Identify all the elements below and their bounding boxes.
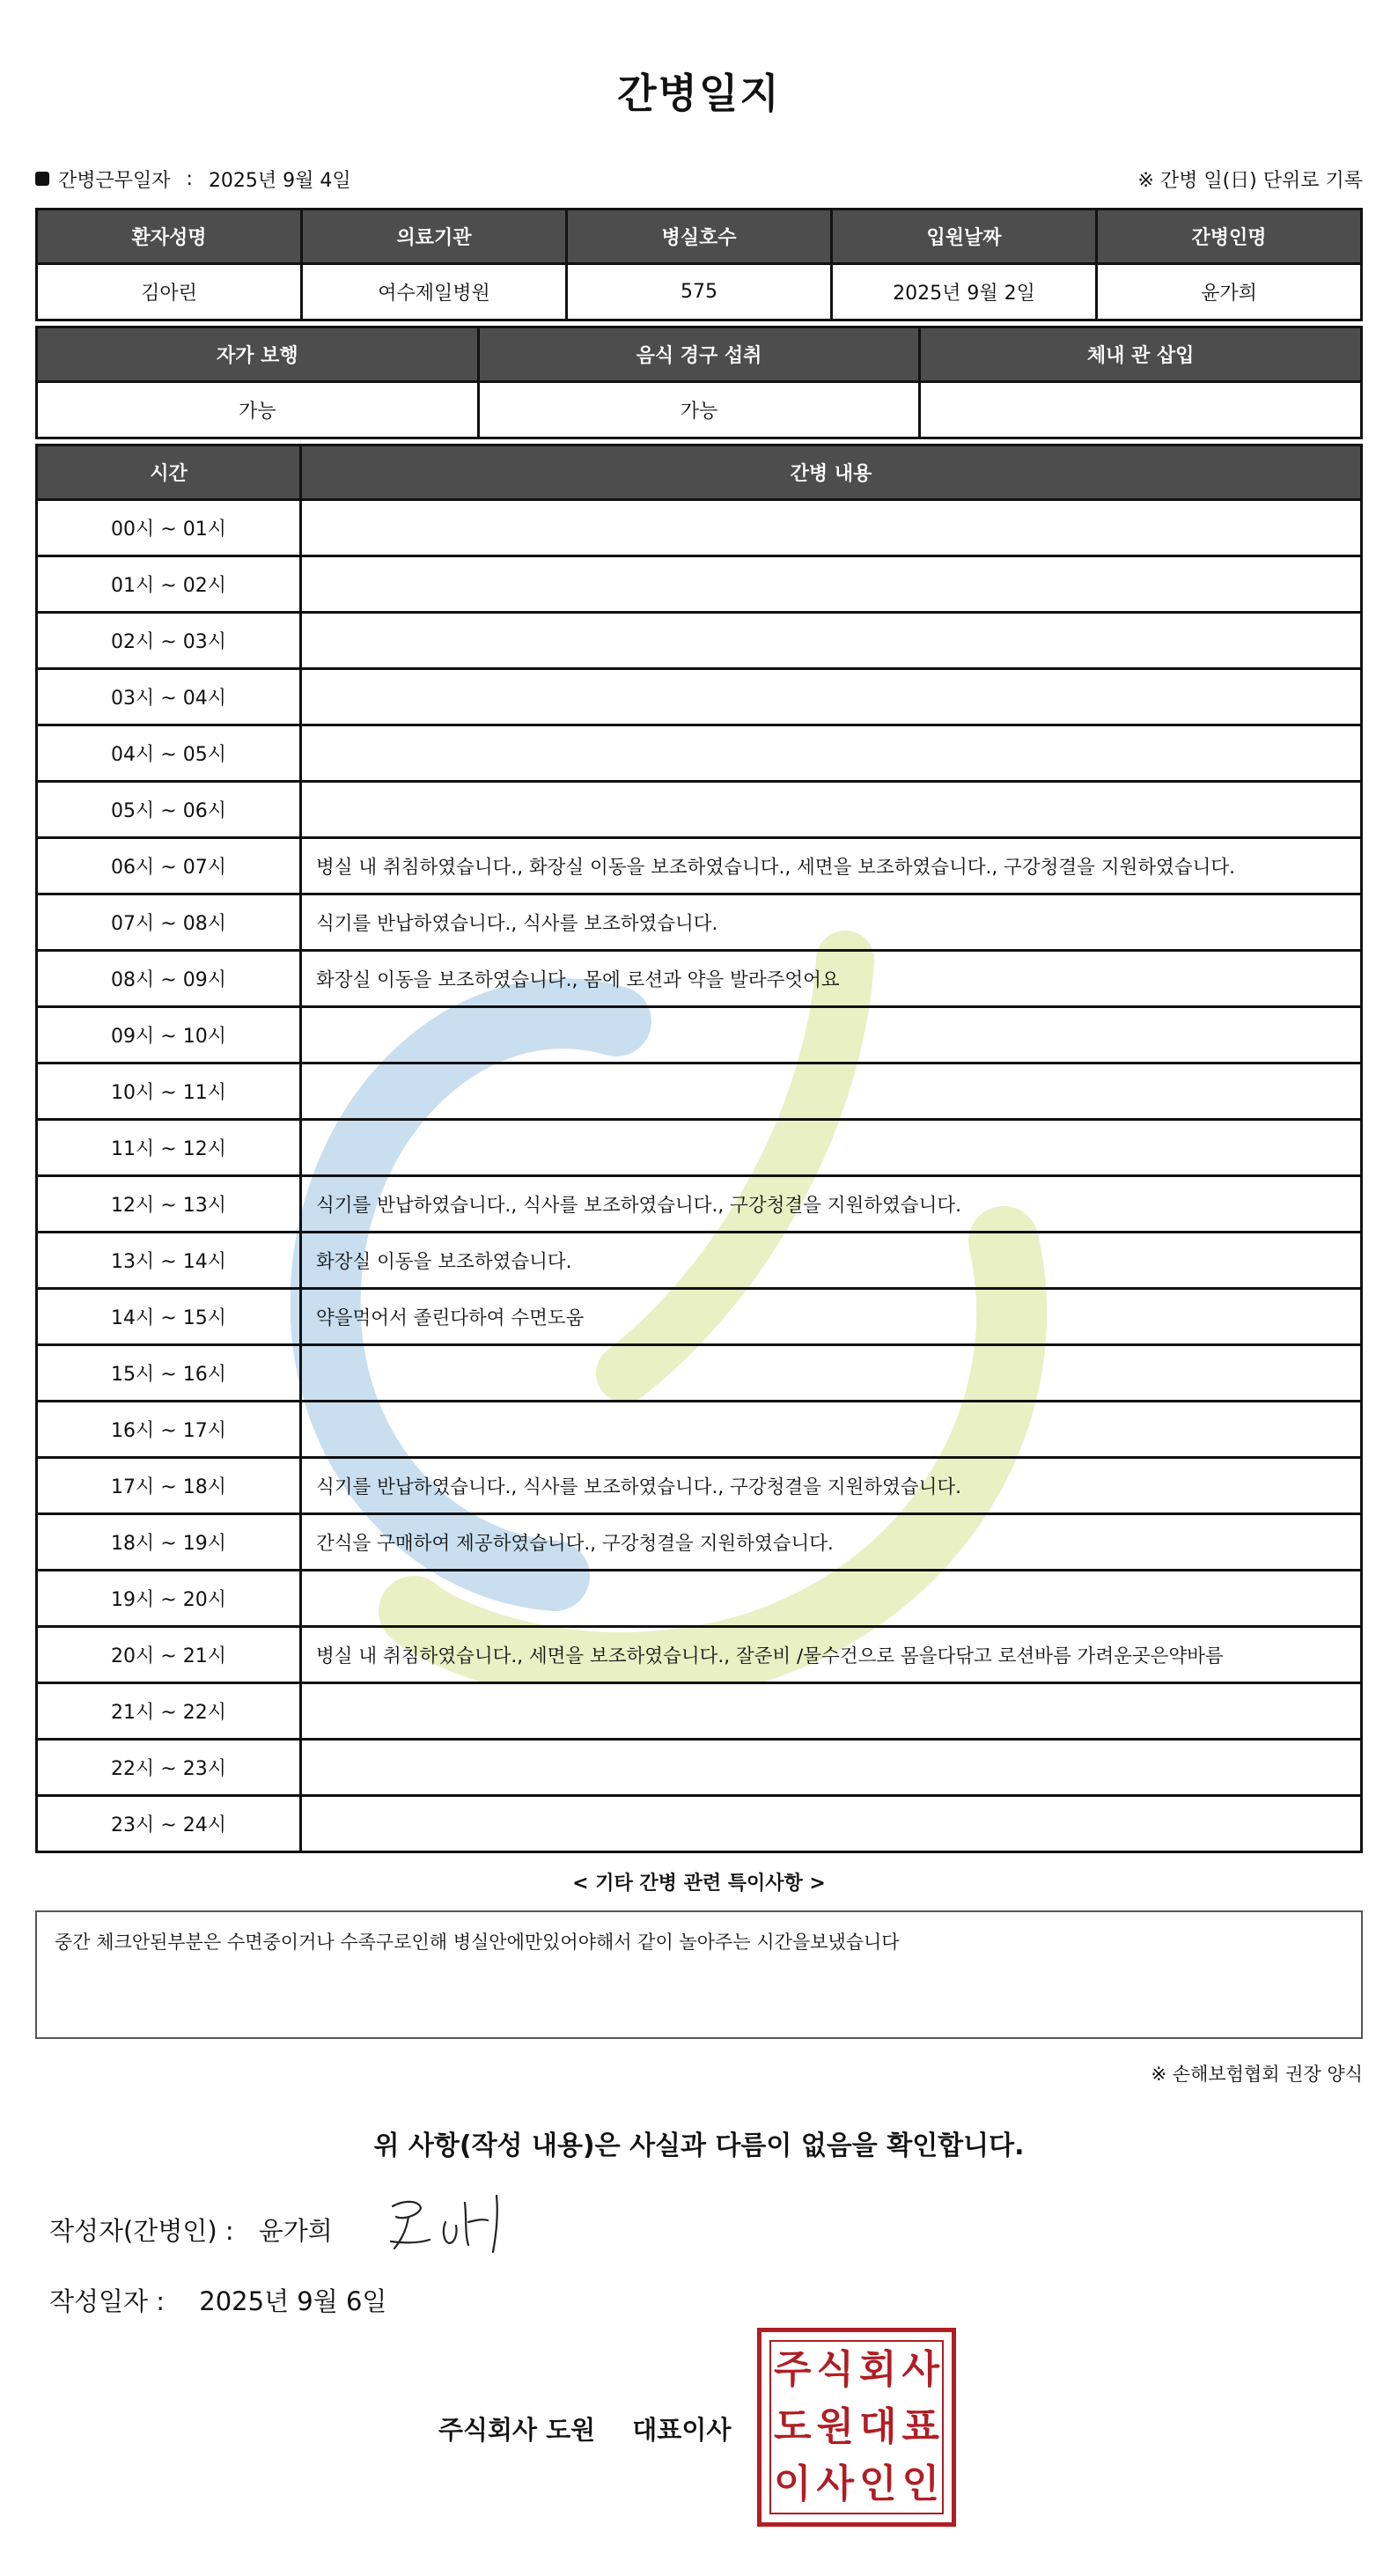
table-row (37, 1289, 1362, 1345)
patient-info-table (35, 208, 1363, 321)
time-slot: 22시 ~ 23시 (37, 1740, 301, 1796)
care-content (301, 1683, 1362, 1740)
seal-char: 사 (816, 2461, 854, 2506)
care-content (301, 1740, 1362, 1796)
table-row (37, 1120, 1362, 1176)
table-row (37, 1402, 1362, 1458)
header-admission-date: 입원날짜 (832, 210, 1097, 264)
time-slot: 18시 ~ 19시 (37, 1514, 301, 1571)
care-log-table (35, 444, 1363, 1853)
room-number: 575 (567, 264, 832, 320)
time-slot: 09시 ~ 10시 (37, 1007, 301, 1064)
care-log-body (37, 500, 1362, 1852)
table-row (37, 1571, 1362, 1627)
confirmation-statement: 위 사항(작성 내용)은 사실과 다름이 없음을 확인합니다. (373, 2131, 1025, 2161)
author-name: 윤가희 (258, 2216, 333, 2246)
table-row (37, 838, 1362, 894)
header-hospital: 의료기관 (302, 210, 567, 264)
table-row (37, 669, 1362, 725)
seal-char: 식 (816, 2347, 854, 2393)
meta-row (35, 164, 1363, 194)
care-content: 화장실 이동을 보조하였습니다., 몸에 로션과 약을 발라주엇어요 (301, 951, 1362, 1007)
company-name: 주식회사 도원 (438, 2415, 596, 2445)
time-slot: 16시 ~ 17시 (37, 1402, 301, 1458)
care-content (301, 1064, 1362, 1120)
care-content: 화장실 이동을 보조하였습니다. (301, 1233, 1362, 1289)
form-recommendation-note: ※ 손해보험협회 권장 양식 (1151, 2064, 1363, 2085)
header-oral-intake: 음식 경구 섭취 (478, 328, 920, 382)
table-row (37, 1458, 1362, 1514)
care-content: 식기를 반납하였습니다., 식사를 보조하였습니다., 구강청결을 지원하였습니다. (301, 1458, 1362, 1514)
work-date-label: 간병근무일자 (58, 169, 171, 192)
seal-char: 인 (901, 2461, 939, 2506)
care-content (301, 1120, 1362, 1176)
time-slot: 01시 ~ 02시 (37, 556, 301, 613)
header-self-walking: 자가 보행 (37, 328, 479, 382)
hospital: 여수제일병원 (302, 264, 567, 320)
document-title: 간병일지 (617, 70, 781, 117)
time-slot: 23시 ~ 24시 (37, 1796, 301, 1852)
time-slot: 14시 ~ 15시 (37, 1289, 301, 1345)
table-row (37, 725, 1362, 782)
time-slot: 20시 ~ 21시 (37, 1627, 301, 1683)
care-content (301, 1571, 1362, 1627)
care-content: 약을먹어서 졸린다하여 수면도움 (301, 1289, 1362, 1345)
care-content (301, 1796, 1362, 1852)
handwritten-signature (384, 2190, 516, 2261)
work-date (35, 166, 351, 193)
seal-char: 사 (901, 2347, 939, 2393)
header-room-number: 병실호수 (567, 210, 832, 264)
care-content (301, 669, 1362, 725)
time-slot: 13시 ~ 14시 (37, 1233, 301, 1289)
care-content (301, 782, 1362, 838)
time-slot: 00시 ~ 01시 (37, 500, 301, 556)
time-slot: 06시 ~ 07시 (37, 838, 301, 894)
admission-date: 2025년 9월 2일 (832, 264, 1097, 320)
time-slot: 08시 ~ 09시 (37, 951, 301, 1007)
company-signoff (438, 2410, 759, 2447)
table-row (37, 1233, 1362, 1289)
work-date-value: 2025년 9월 4일 (208, 169, 351, 192)
time-slot: 02시 ~ 03시 (37, 613, 301, 669)
time-slot: 11시 ~ 12시 (37, 1120, 301, 1176)
care-content (301, 1402, 1362, 1458)
written-date-label: 작성일자 : (49, 2286, 166, 2316)
table-row (37, 1064, 1362, 1120)
seal-char: 원 (816, 2403, 854, 2449)
author-label: 작성자(간병인) : (49, 2216, 234, 2246)
header-caregiver-name: 간병인명 (1097, 210, 1362, 264)
table-row (37, 1514, 1362, 1571)
time-slot: 03시 ~ 04시 (37, 669, 301, 725)
written-date-line (49, 2282, 386, 2318)
notes-heading: < 기타 간병 관련 특이사항 > (572, 1873, 826, 1895)
work-date-separator: : (186, 167, 193, 190)
table-row (37, 1740, 1362, 1796)
time-slot: 05시 ~ 06시 (37, 782, 301, 838)
company-seal-stamp (757, 2328, 956, 2527)
table-row (37, 951, 1362, 1007)
care-content: 식기를 반납하였습니다., 식사를 보조하였습니다. (301, 894, 1362, 951)
notes-box: 중간 체크안된부분은 수면중이거나 수족구로인해 병실안에만있어야해서 같이 놀아주는 시간을보냈습니다 (35, 1910, 1363, 2039)
care-content (301, 613, 1362, 669)
seal-char: 이 (773, 2461, 812, 2506)
care-content (301, 725, 1362, 782)
care-content: 병실 내 취침하였습니다., 화장실 이동을 보조하였습니다., 세면을 보조하였습니다., 구강청결을 지원하였습니다. (301, 838, 1362, 894)
time-slot: 17시 ~ 18시 (37, 1458, 301, 1514)
author-line (49, 2212, 333, 2248)
patient-name: 김아린 (37, 264, 302, 320)
daily-record-note: ※ 간병 일(日) 단위로 기록 (1137, 169, 1363, 192)
bullet-square-icon (35, 172, 49, 186)
oral-intake: 가능 (478, 382, 920, 438)
seal-char: 대 (858, 2403, 897, 2449)
table-row (37, 556, 1362, 613)
header-time: 시간 (37, 445, 301, 500)
table-row (37, 1796, 1362, 1852)
care-content (301, 1007, 1362, 1064)
care-content (301, 500, 1362, 556)
patient-status-table (35, 326, 1363, 439)
table-row (37, 1345, 1362, 1402)
time-slot: 19시 ~ 20시 (37, 1571, 301, 1627)
header-care-content: 간병 내용 (301, 445, 1362, 500)
time-slot: 21시 ~ 22시 (37, 1683, 301, 1740)
company-title: 대표이사 (632, 2415, 732, 2445)
caregiver-name: 윤가희 (1097, 264, 1362, 320)
table-row (37, 1627, 1362, 1683)
seal-grid (769, 2340, 944, 2514)
table-row (37, 894, 1362, 951)
seal-char: 회 (858, 2347, 897, 2393)
time-slot: 04시 ~ 05시 (37, 725, 301, 782)
written-date-value: 2025년 9월 6일 (199, 2286, 387, 2316)
care-content: 간식을 구매하여 제공하였습니다., 구강청결을 지원하였습니다. (301, 1514, 1362, 1571)
seal-char: 인 (858, 2461, 897, 2506)
table-row (37, 1176, 1362, 1233)
care-content: 식기를 반납하였습니다., 식사를 보조하였습니다., 구강청결을 지원하였습니다. (301, 1176, 1362, 1233)
seal-char: 표 (901, 2403, 939, 2449)
header-patient-name: 환자성명 (37, 210, 302, 264)
table-row (37, 613, 1362, 669)
care-content (301, 556, 1362, 613)
care-content (301, 1345, 1362, 1402)
header-tube-insertion: 체내 관 삽입 (920, 328, 1362, 382)
table-row (37, 500, 1362, 556)
time-slot: 12시 ~ 13시 (37, 1176, 301, 1233)
seal-char: 도 (773, 2403, 812, 2449)
care-content: 병실 내 취침하였습니다., 세면을 보조하였습니다., 잘준비 /물수건으로 몸을다닦고 로션바름 가려운곳은약바름 (301, 1627, 1362, 1683)
tube-insertion (920, 382, 1362, 438)
table-row (37, 782, 1362, 838)
seal-char: 주 (773, 2347, 812, 2393)
time-slot: 07시 ~ 08시 (37, 894, 301, 951)
table-row (37, 1007, 1362, 1064)
self-walking: 가능 (37, 382, 479, 438)
time-slot: 15시 ~ 16시 (37, 1345, 301, 1402)
table-row (37, 1683, 1362, 1740)
time-slot: 10시 ~ 11시 (37, 1064, 301, 1120)
